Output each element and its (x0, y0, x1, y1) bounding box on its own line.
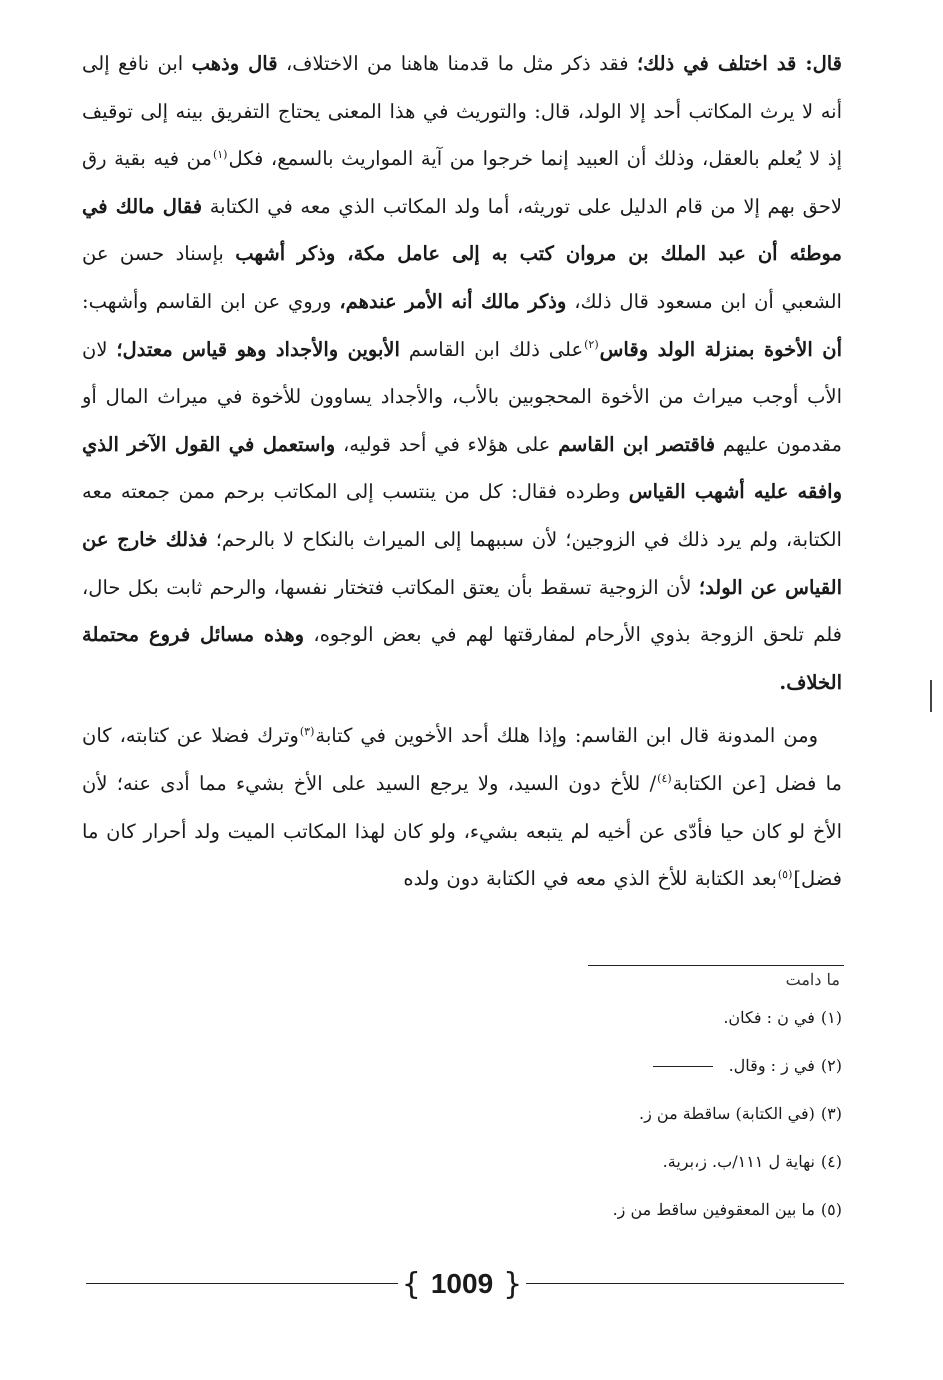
text-segment: لأن الزوجية تسقط بأن يعتق المكاتب فتختار نفسها، والرحم ثابت بكل حال، فلم تلحق الزوجة بذوي الأرحام لمفارقتها لهم في بعض الوجوه، (82, 575, 843, 647)
footnote-reference: (١) (212, 147, 228, 161)
bold-text-segment: وذكر مالك أنه الأمر عندهم، (339, 289, 567, 313)
footnote-item (560, 994, 842, 1042)
paragraph (82, 712, 842, 902)
footnote-text: في ن : فكان. (723, 1008, 815, 1027)
text-segment: فقد ذكر مثل ما قدمنا هاهنا من الاختلاف، (277, 52, 637, 75)
footnote-number: (٤) (820, 1152, 842, 1171)
bold-text-segment: واستعمل في القول الآخر الذي وافقه عليه أشهب القياس (82, 432, 842, 504)
footnote-text: نهاية ل ١١١/ب. ز،برية. (662, 1152, 815, 1171)
text-segment: لان الأب أوجب ميراث من الأخوة المحجوبين بالأب، والأجداد يساوون للأخوة في ميراث المال أو مقدمون عليهم (82, 337, 842, 456)
bold-text-segment: أن الأخوة بمنزلة الولد وقاس (599, 337, 842, 361)
text-segment: على ذلك ابن القاسم (399, 337, 584, 361)
main-text (82, 40, 842, 903)
page-number-brace-right: } (503, 1266, 523, 1302)
footnote-underline (653, 1066, 713, 1067)
bold-text-segment: وهذه مسائل فروع محتملة الخلاف. (82, 623, 842, 694)
footnote-number: (٥) (820, 1200, 842, 1219)
footnote-reference: (٤) (657, 772, 672, 786)
footnote-text: في ز : وقال. (728, 1056, 815, 1075)
text-segment: وروي عن ابن القاسم وأشهب: (82, 289, 340, 313)
footnote-item (560, 1090, 842, 1138)
footnote-separator (588, 965, 844, 966)
text-segment: من فيه بقية رق لاحق بهم إلا من قام الدليل على توريثه، أما ولد المكاتب الذي معه في الكتابة (82, 147, 843, 218)
footnote-number: (١) (820, 1008, 842, 1027)
page-number-brace-left: { (401, 1266, 421, 1302)
footnote-text: (في الكتابة) ساقطة من ز. (639, 1104, 815, 1123)
text-segment: على هؤلاء في أحد قوليه، (335, 432, 559, 456)
bold-text-segment: قال وذهب (191, 52, 278, 75)
footnote-item (560, 1186, 842, 1234)
footnotes (560, 994, 842, 1234)
footnote-number: (٣) (820, 1104, 842, 1123)
footnote-text: ما بين المعقوفين ساقط من ز. (612, 1200, 815, 1219)
footnote-reference: (٢) (584, 338, 599, 352)
paragraph (82, 40, 842, 706)
text-segment: وطرده فقال: كل من ينتسب إلى المكاتب برحم ممن جمعته معه الكتابة، ولم يرد ذلك في الزوجين؛ لأن سببهما إلى الميراث بالنكاح لا بالرحم؛ (82, 480, 842, 551)
bold-text-segment: فاقتصر ابن القاسم (558, 432, 716, 456)
bold-text-segment: الأبوين والأجداد وهو قياس معتدل؛ (116, 337, 400, 361)
text-segment: ابن نافع إلى أنه لا يرث المكاتب أحد إلا الولد، قال: والتوريث في هذا المعنى يحتاج التفريق بينه إلى توقيف إذ لا يُعلم بالعقل، وذلك أن العبيد إنما خرجوا من آية المواريث بالسمع، فكل (82, 52, 842, 171)
text-segment: بعد الكتابة للأخ الذي معه في الكتابة دون ولده (403, 867, 777, 891)
footer-rule-left (86, 1283, 398, 1284)
bold-text-segment: قال: قد اختلف في ذلك؛ (636, 52, 843, 75)
margin-mark (930, 680, 932, 712)
text-segment: ومن المدونة قال ابن القاسم: وإذا هلك أحد الأخوين في كتابة (315, 724, 818, 748)
footnote-fragment: ما دامت (785, 970, 840, 989)
footnote-item (560, 1042, 842, 1090)
text-segment: بإسناد حسن عن الشعبي أن ابن مسعود قال ذلك، (82, 242, 842, 313)
page-number: 1009 (430, 1268, 494, 1299)
page-footer (86, 1262, 844, 1306)
footnote-number: (٢) (820, 1056, 842, 1075)
footer-rule-right (526, 1283, 844, 1284)
text-segment: / للأخ دون السيد، ولا يرجع السيد على الأخ بشيء مما أدى عنه؛ لأن الأخ لو كان حيا فأدّى عن أخيه لم يتبعه بشيء، ولو كان لهذا المكاتب الميت ولد أحرار كان ما فضل] (82, 771, 842, 891)
footnote-reference: (٥) (777, 867, 793, 881)
bold-text-segment: فذلك خارج عن القياس عن الولد؛ (82, 527, 843, 599)
bold-text-segment: فقال مالك في موطئه أن عبد الملك بن مروان كتب به إلى عامل مكة، وذكر أشهب (82, 194, 842, 266)
footnote-reference: (٣) (299, 724, 315, 738)
text-segment: وترك فضلا عن كتابته، كان ما فضل [عن الكتابة (82, 724, 843, 795)
footnote-item (560, 1138, 842, 1186)
page-number-box (398, 1262, 526, 1306)
